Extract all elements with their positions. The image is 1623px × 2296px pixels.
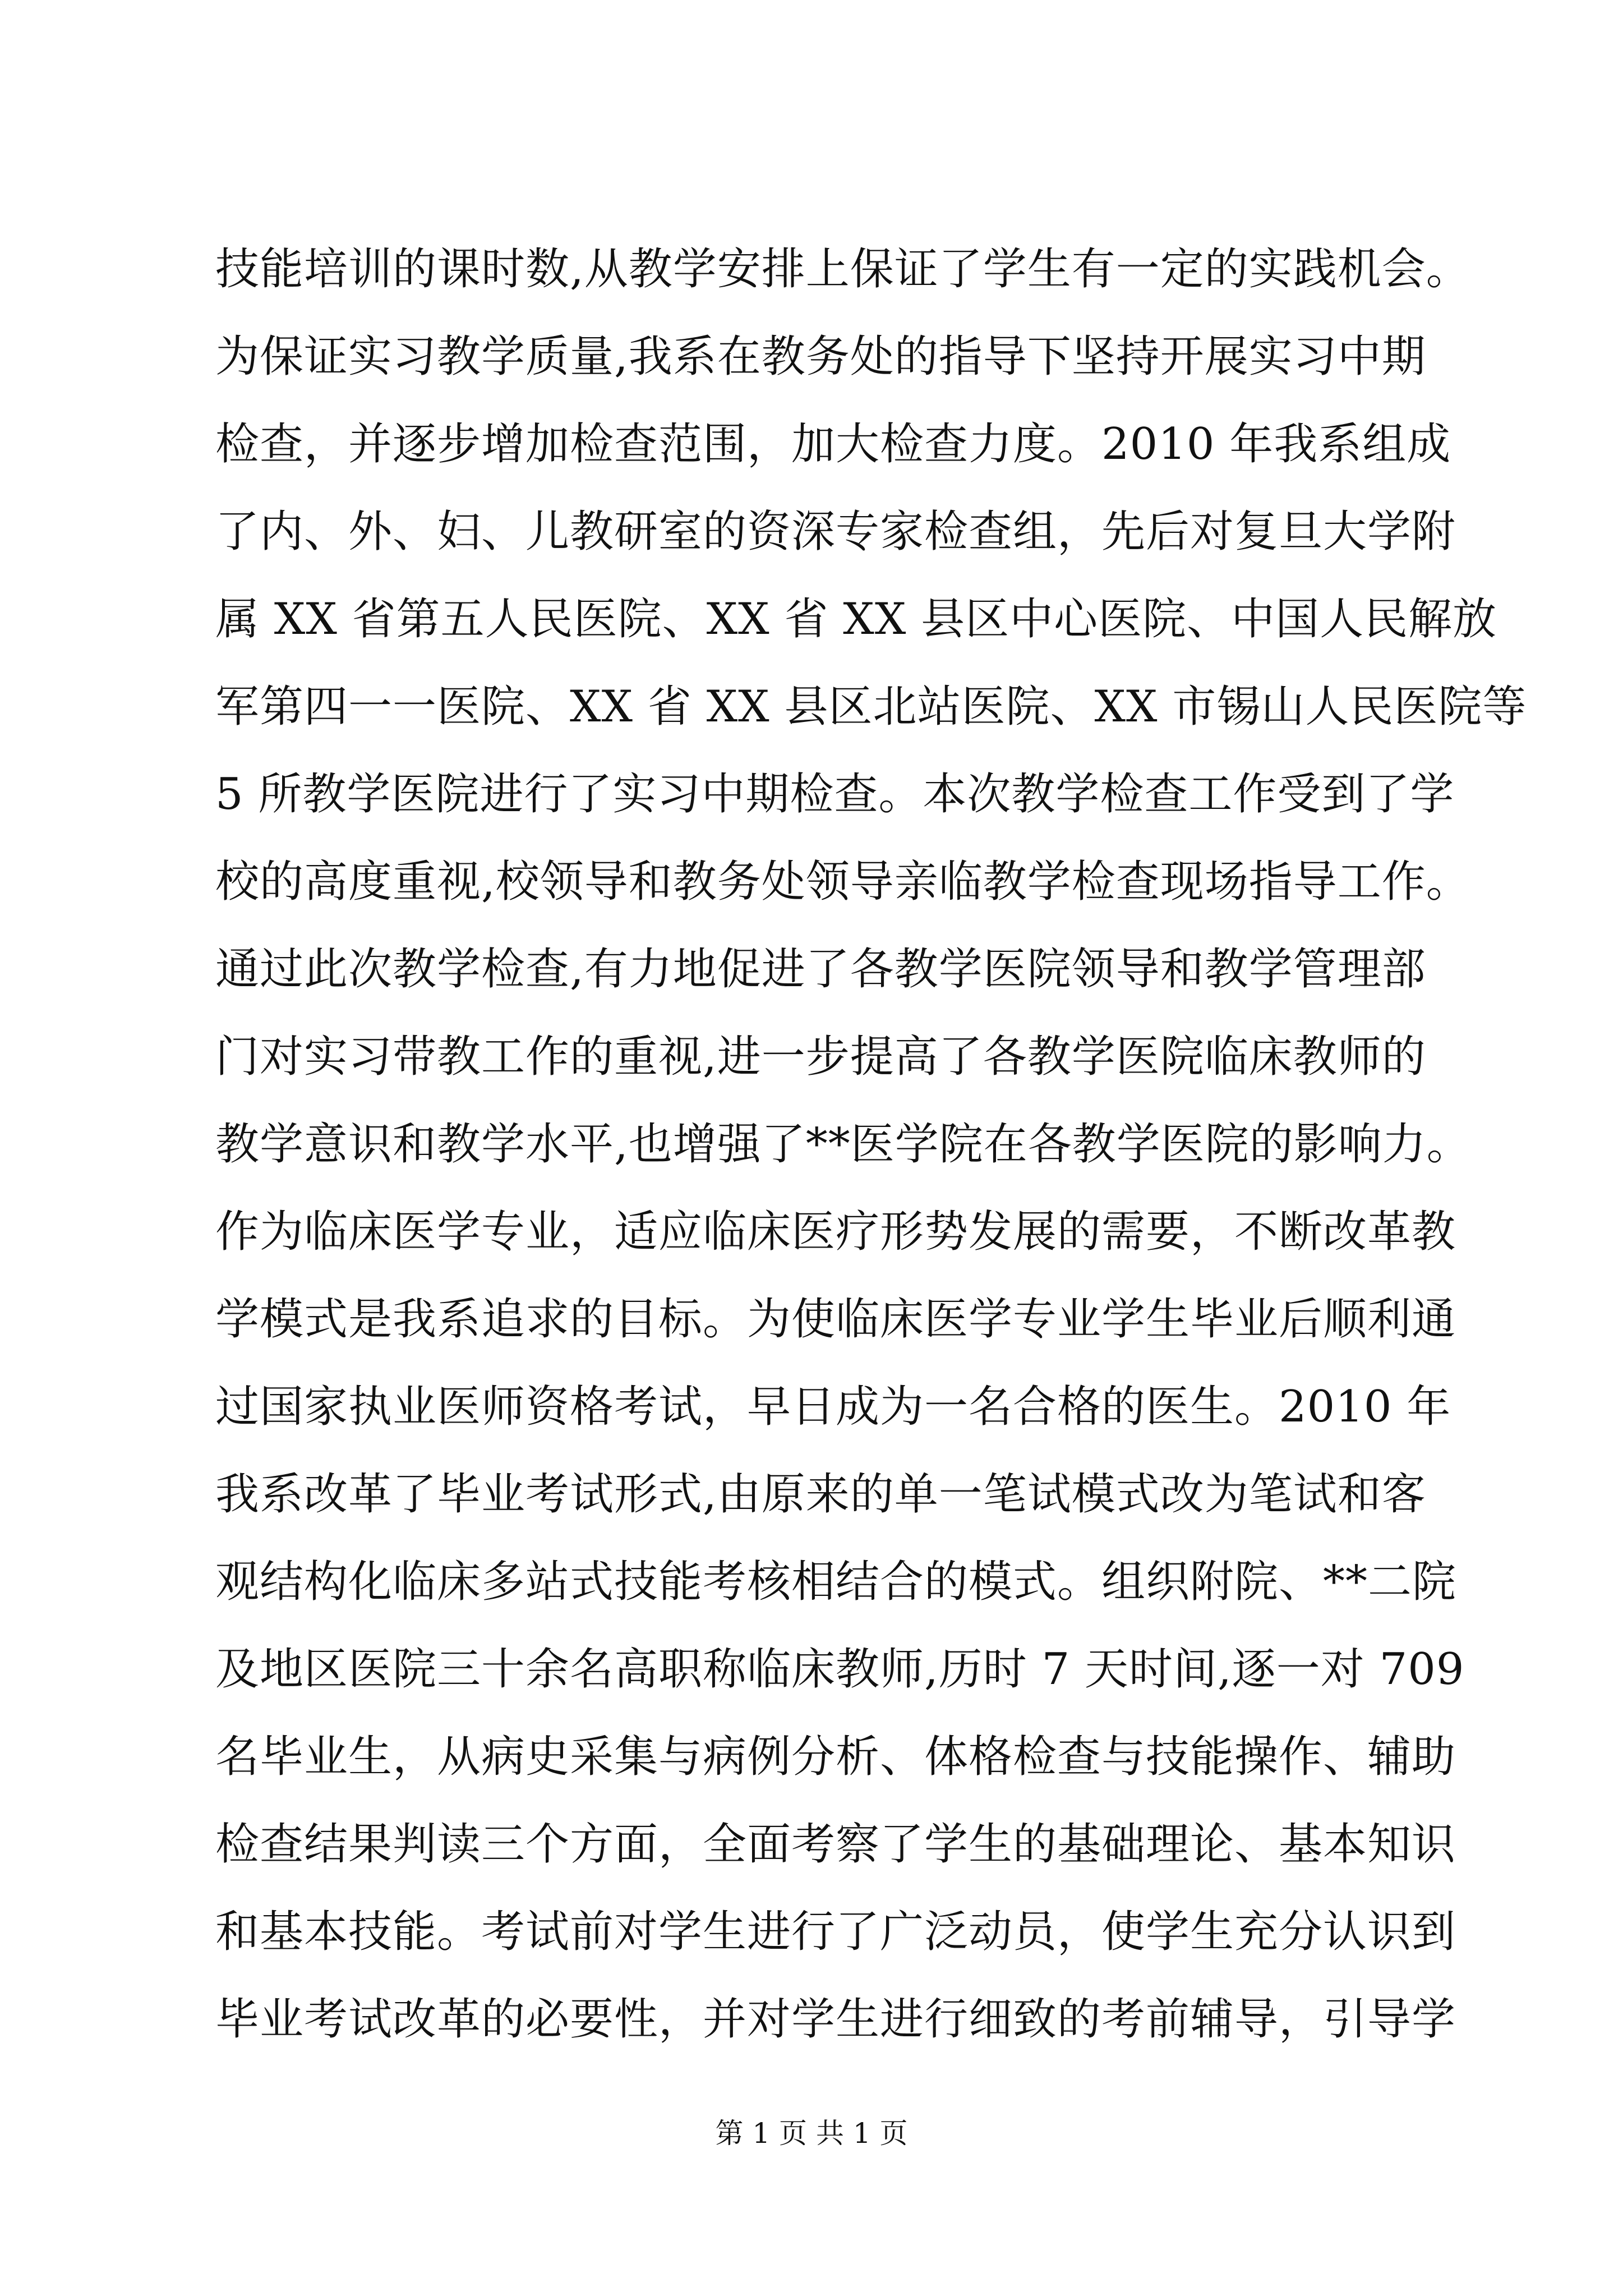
text-line: 及地区医院三十余名高职称临床教师,历时 7 天时间,逐一对 709 [215,1644,1465,1695]
text-line: 教学意识和教学水平,也增强了**医学院在各教学医院的影响力。 [215,1119,1471,1170]
text-line: 作为临床医学专业，适应临床医疗形势发展的需要，不断改革教 [215,1207,1456,1257]
text-line: 过国家执业医师资格考试，早日成为一名合格的医生。2010 年 [215,1382,1451,1432]
text-line: 为保证实习教学质量,我系在教务处的指导下坚持开展实习中期 [215,332,1426,382]
text-line: 校的高度重视,校领导和教务处领导亲临教学检查现场指导工作。 [215,857,1470,907]
page-footer [0,2114,1623,2153]
text-line: 我系改革了毕业考试形式,由原来的单一笔试模式改为笔试和客 [215,1469,1426,1520]
text-line: 技能培训的课时数,从教学安排上保证了学生有一定的实践机会。 [215,244,1470,295]
text-line: 了内、外、妇、儿教研室的资深专家检查组，先后对复旦大学附 [215,507,1456,557]
text-line: 观结构化临床多站式技能考核相结合的模式。组织附院、**二院 [215,1557,1457,1607]
text-line: 通过此次教学检查,有力地促进了各教学医院领导和教学管理部 [215,944,1426,995]
text-line: 学模式是我系追求的目标。为使临床医学专业学生毕业后顺利通 [215,1294,1456,1345]
text-line: 毕业考试改革的必要性，并对学生进行细致的考前辅导，引导学 [215,1994,1456,2045]
text-line: 检查，并逐步增加检查范围，加大检查力度。2010 年我系组成 [215,419,1451,470]
text-line: 军第四一一医院、XX 省 XX 县区北站医院、XX 市锡山人民医院等 [215,682,1527,732]
text-line: 检查结果判读三个方面，全面考察了学生的基础理论、基本知识 [215,1819,1456,1870]
text-line: 属 XX 省第五人民医院、XX 省 XX 县区中心医院、中国人民解放 [215,594,1497,645]
document-body [215,226,1527,2063]
text-line: 门对实习带教工作的重视,进一步提高了各教学医院临床教师的 [215,1032,1426,1082]
text-line: 名毕业生，从病史采集与病例分析、体格检查与技能操作、辅助 [215,1732,1456,1782]
text-line: 和基本技能。考试前对学生进行了广泛动员，使学生充分认识到 [215,1907,1456,1957]
text-line: 5 所教学医院进行了实习中期检查。本次教学检查工作受到了学 [215,769,1455,820]
page-number-label: 第 1 页 共 1 页 [715,2117,908,2150]
